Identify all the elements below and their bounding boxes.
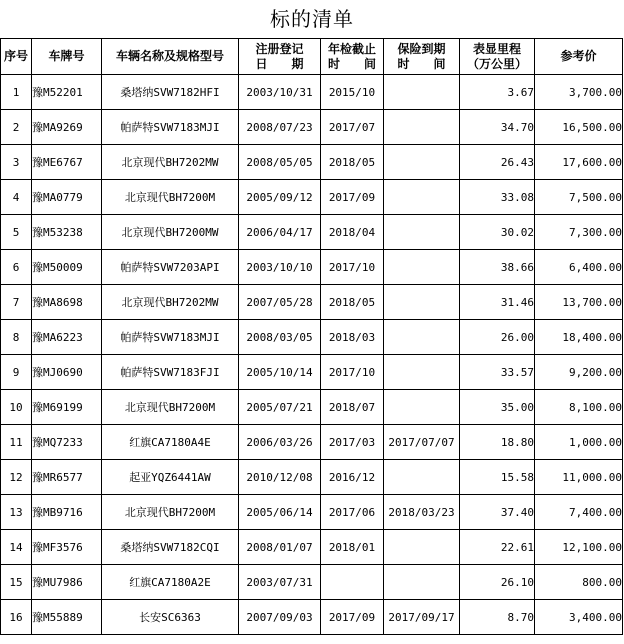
inspection-expiry: 2018/07 (321, 390, 384, 425)
plate-number: 豫MB9716 (32, 495, 102, 530)
vehicle-model: 帕萨特SVW7183FJI (102, 355, 239, 390)
reference-price: 13,700.00 (535, 285, 623, 320)
insurance-expiry (384, 355, 460, 390)
reference-price: 7,500.00 (535, 180, 623, 215)
odometer-mileage: 33.08 (460, 180, 535, 215)
header-cell: 参考价 (535, 39, 623, 75)
odometer-mileage: 37.40 (460, 495, 535, 530)
vehicle-model: 红旗CA7180A4E (102, 425, 239, 460)
plate-number: 豫ME6767 (32, 145, 102, 180)
table-row (1, 250, 623, 285)
vehicle-model: 帕萨特SVW7183MJI (102, 320, 239, 355)
table-row (1, 495, 623, 530)
odometer-mileage: 15.58 (460, 460, 535, 495)
table-row (1, 355, 623, 390)
row-number: 15 (1, 565, 32, 600)
table-row (1, 180, 623, 215)
inspection-expiry: 2017/06 (321, 495, 384, 530)
insurance-expiry: 2018/03/23 (384, 495, 460, 530)
reference-price: 7,400.00 (535, 495, 623, 530)
registration-date: 2005/06/14 (239, 495, 321, 530)
registration-date: 2007/09/03 (239, 600, 321, 635)
row-number: 8 (1, 320, 32, 355)
vehicle-model: 红旗CA7180A2E (102, 565, 239, 600)
odometer-mileage: 3.67 (460, 75, 535, 110)
table-row (1, 425, 623, 460)
registration-date: 2005/09/12 (239, 180, 321, 215)
odometer-mileage: 8.70 (460, 600, 535, 635)
odometer-mileage: 35.00 (460, 390, 535, 425)
vehicle-model: 北京现代BH7200M (102, 495, 239, 530)
vehicle-list-table (0, 38, 623, 635)
inspection-expiry: 2015/10 (321, 75, 384, 110)
insurance-expiry (384, 75, 460, 110)
reference-price: 18,400.00 (535, 320, 623, 355)
plate-number: 豫MF3576 (32, 530, 102, 565)
row-number: 3 (1, 145, 32, 180)
registration-date: 2008/07/23 (239, 110, 321, 145)
inspection-expiry: 2016/12 (321, 460, 384, 495)
plate-number: 豫M69199 (32, 390, 102, 425)
plate-number: 豫MR6577 (32, 460, 102, 495)
header-cell: 序号 (1, 39, 32, 75)
registration-date: 2005/07/21 (239, 390, 321, 425)
table-row (1, 530, 623, 565)
reference-price: 3,400.00 (535, 600, 623, 635)
vehicle-model: 北京现代BH7200MW (102, 215, 239, 250)
insurance-expiry (384, 530, 460, 565)
plate-number: 豫M52201 (32, 75, 102, 110)
header-cell: 保险到期 时 间 (384, 39, 460, 75)
plate-number: 豫MA9269 (32, 110, 102, 145)
insurance-expiry (384, 110, 460, 145)
odometer-mileage: 18.80 (460, 425, 535, 460)
odometer-mileage: 34.70 (460, 110, 535, 145)
vehicle-model: 北京现代BH7200M (102, 180, 239, 215)
header-cell: 车牌号 (32, 39, 102, 75)
insurance-expiry (384, 215, 460, 250)
reference-price: 16,500.00 (535, 110, 623, 145)
insurance-expiry (384, 390, 460, 425)
inspection-expiry: 2018/01 (321, 530, 384, 565)
registration-date: 2006/03/26 (239, 425, 321, 460)
row-number: 6 (1, 250, 32, 285)
reference-price: 1,000.00 (535, 425, 623, 460)
inspection-expiry: 2017/03 (321, 425, 384, 460)
row-number: 4 (1, 180, 32, 215)
inspection-expiry: 2018/05 (321, 285, 384, 320)
vehicle-model: 北京现代BH7202MW (102, 145, 239, 180)
insurance-expiry: 2017/09/17 (384, 600, 460, 635)
row-number: 7 (1, 285, 32, 320)
reference-price: 3,700.00 (535, 75, 623, 110)
insurance-expiry (384, 285, 460, 320)
table-row (1, 75, 623, 110)
inspection-expiry: 2018/05 (321, 145, 384, 180)
registration-date: 2005/10/14 (239, 355, 321, 390)
row-number: 1 (1, 75, 32, 110)
vehicle-model: 长安SC6363 (102, 600, 239, 635)
row-number: 11 (1, 425, 32, 460)
inspection-expiry: 2018/03 (321, 320, 384, 355)
vehicle-model: 帕萨特SVW7183MJI (102, 110, 239, 145)
plate-number: 豫MA8698 (32, 285, 102, 320)
table-row (1, 145, 623, 180)
vehicle-model: 帕萨特SVW7203API (102, 250, 239, 285)
table-row (1, 285, 623, 320)
vehicle-model: 北京现代BH7200M (102, 390, 239, 425)
page-title: 标的清单 (270, 7, 354, 31)
inspection-expiry (321, 565, 384, 600)
inspection-expiry: 2017/10 (321, 355, 384, 390)
insurance-expiry (384, 250, 460, 285)
odometer-mileage: 22.61 (460, 530, 535, 565)
vehicle-model: 北京现代BH7202MW (102, 285, 239, 320)
insurance-expiry (384, 565, 460, 600)
registration-date: 2003/07/31 (239, 565, 321, 600)
row-number: 16 (1, 600, 32, 635)
odometer-mileage: 30.02 (460, 215, 535, 250)
inspection-expiry: 2017/09 (321, 180, 384, 215)
reference-price: 7,300.00 (535, 215, 623, 250)
vehicle-model: 桑塔纳SVW7182CQI (102, 530, 239, 565)
table-row (1, 390, 623, 425)
registration-date: 2008/05/05 (239, 145, 321, 180)
plate-number: 豫M53238 (32, 215, 102, 250)
row-number: 12 (1, 460, 32, 495)
reference-price: 12,100.00 (535, 530, 623, 565)
inspection-expiry: 2017/10 (321, 250, 384, 285)
plate-number: 豫MA6223 (32, 320, 102, 355)
odometer-mileage: 33.57 (460, 355, 535, 390)
header-cell: 年检截止 时 间 (321, 39, 384, 75)
registration-date: 2007/05/28 (239, 285, 321, 320)
inspection-expiry: 2018/04 (321, 215, 384, 250)
registration-date: 2008/01/07 (239, 530, 321, 565)
reference-price: 9,200.00 (535, 355, 623, 390)
header-cell: 表显里程 （万公里） (460, 39, 535, 75)
registration-date: 2006/04/17 (239, 215, 321, 250)
registration-date: 2003/10/10 (239, 250, 321, 285)
odometer-mileage: 26.00 (460, 320, 535, 355)
reference-price: 800.00 (535, 565, 623, 600)
odometer-mileage: 38.66 (460, 250, 535, 285)
plate-number: 豫MQ7233 (32, 425, 102, 460)
reference-price: 11,000.00 (535, 460, 623, 495)
insurance-expiry: 2017/07/07 (384, 425, 460, 460)
insurance-expiry (384, 320, 460, 355)
table-row (1, 215, 623, 250)
inspection-expiry: 2017/09 (321, 600, 384, 635)
plate-number: 豫M55889 (32, 600, 102, 635)
table-row (1, 110, 623, 145)
row-number: 5 (1, 215, 32, 250)
row-number: 13 (1, 495, 32, 530)
plate-number: 豫MJ0690 (32, 355, 102, 390)
row-number: 10 (1, 390, 32, 425)
insurance-expiry (384, 460, 460, 495)
vehicle-model: 桑塔纳SVW7182HFI (102, 75, 239, 110)
registration-date: 2008/03/05 (239, 320, 321, 355)
header-cell: 车辆名称及规格型号 (102, 39, 239, 75)
plate-number: 豫M50009 (32, 250, 102, 285)
header-row (1, 39, 623, 75)
vehicle-model: 起亚YQZ6441AW (102, 460, 239, 495)
table-row (1, 460, 623, 495)
odometer-mileage: 31.46 (460, 285, 535, 320)
reference-price: 17,600.00 (535, 145, 623, 180)
inspection-expiry: 2017/07 (321, 110, 384, 145)
table-row (1, 320, 623, 355)
registration-date: 2003/10/31 (239, 75, 321, 110)
row-number: 2 (1, 110, 32, 145)
insurance-expiry (384, 145, 460, 180)
row-number: 9 (1, 355, 32, 390)
reference-price: 6,400.00 (535, 250, 623, 285)
table-row (1, 565, 623, 600)
odometer-mileage: 26.10 (460, 565, 535, 600)
plate-number: 豫MU7986 (32, 565, 102, 600)
row-number: 14 (1, 530, 32, 565)
header-cell: 注册登记 日 期 (239, 39, 321, 75)
insurance-expiry (384, 180, 460, 215)
reference-price: 8,100.00 (535, 390, 623, 425)
table-row (1, 600, 623, 635)
registration-date: 2010/12/08 (239, 460, 321, 495)
odometer-mileage: 26.43 (460, 145, 535, 180)
plate-number: 豫MA0779 (32, 180, 102, 215)
